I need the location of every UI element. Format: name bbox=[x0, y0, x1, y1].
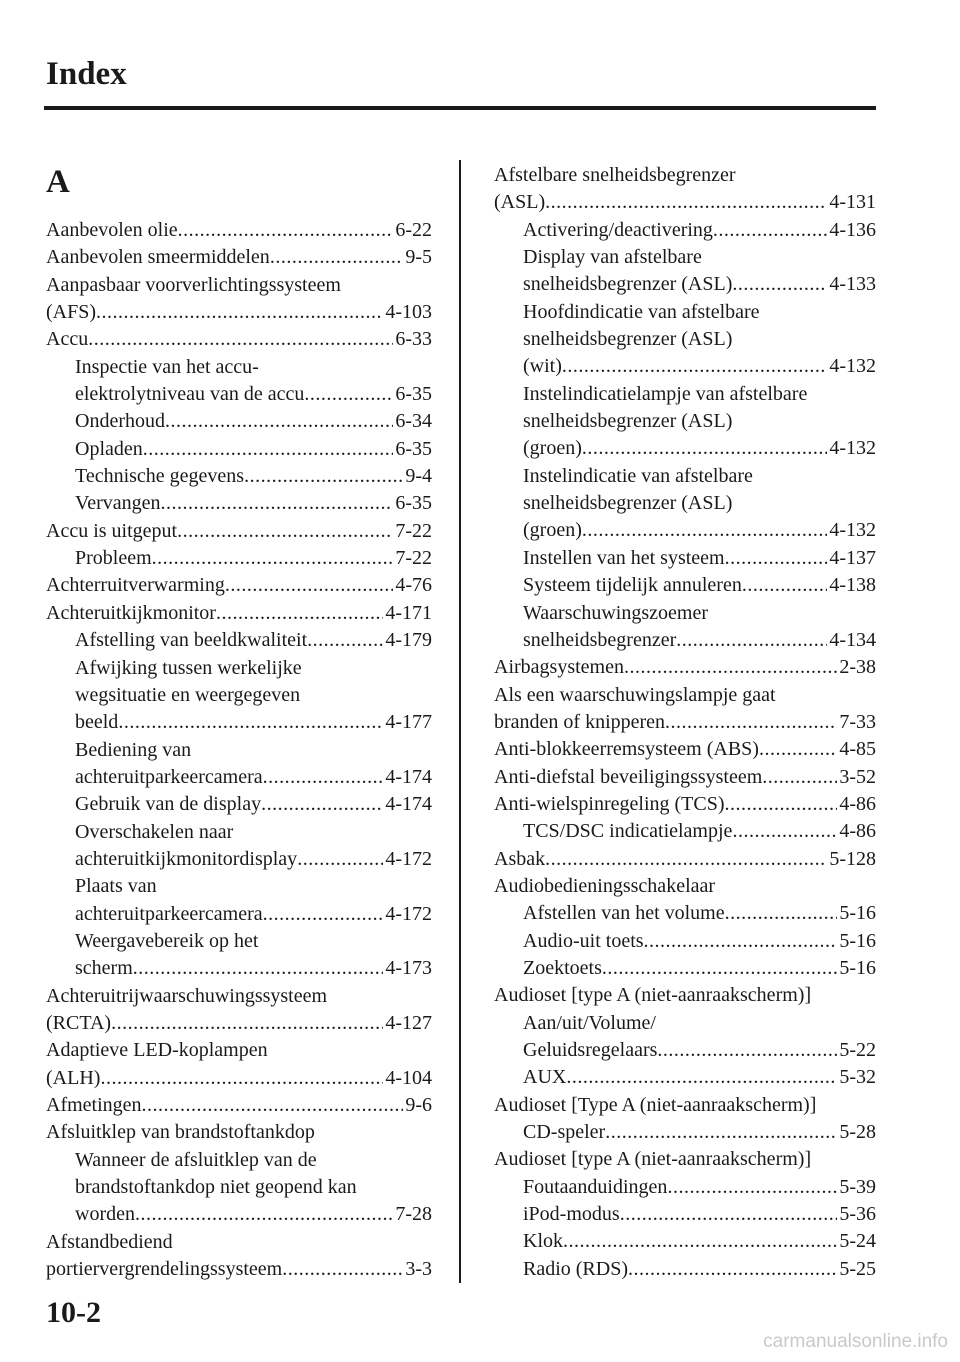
entry-text: Audioset [type A (niet-aanraakscherm)] bbox=[494, 984, 812, 1007]
page-reference: 9-5 bbox=[405, 246, 432, 269]
dot-leader bbox=[261, 791, 383, 818]
index-column-left bbox=[46, 217, 432, 1283]
dot-leader bbox=[602, 955, 837, 982]
index-subentry bbox=[494, 1037, 876, 1064]
page-reference: 4-171 bbox=[385, 601, 432, 624]
index-entry bbox=[494, 709, 876, 736]
dot-leader bbox=[142, 1092, 404, 1119]
index-entry bbox=[46, 1229, 432, 1256]
entry-text: Accu bbox=[46, 328, 89, 351]
index-subentry bbox=[494, 1174, 876, 1201]
entry-text: Gebruik van de display bbox=[75, 793, 262, 816]
page-reference: 4-138 bbox=[829, 574, 876, 597]
page-title: Index bbox=[46, 56, 127, 92]
page-reference: 6-35 bbox=[395, 437, 432, 460]
page-reference: 4-174 bbox=[385, 765, 432, 788]
dot-leader bbox=[96, 299, 383, 326]
index-entry bbox=[46, 1037, 432, 1064]
dot-leader bbox=[143, 436, 394, 463]
entry-text: Foutaanduidingen bbox=[523, 1175, 668, 1198]
dot-leader bbox=[545, 189, 827, 216]
index-entry bbox=[46, 1092, 432, 1119]
entry-text: Aan/uit/Volume/ bbox=[523, 1011, 656, 1034]
title-rule bbox=[44, 106, 876, 110]
index-entry bbox=[494, 846, 876, 873]
entry-text: Zoektoets bbox=[523, 956, 602, 979]
index-subentry bbox=[46, 955, 432, 982]
page-reference: 7-28 bbox=[395, 1203, 432, 1226]
entry-text: Aanbevolen smeermiddelen bbox=[46, 246, 270, 269]
page-reference: 4-172 bbox=[385, 847, 432, 870]
index-subentry bbox=[494, 435, 876, 462]
page-reference: 4-127 bbox=[385, 1011, 432, 1034]
index-subentry bbox=[494, 600, 876, 627]
entry-text: Anti-blokkeerremsysteem (ABS) bbox=[494, 738, 759, 761]
index-subentry bbox=[46, 655, 432, 682]
dot-leader bbox=[667, 1174, 837, 1201]
index-subentry bbox=[494, 408, 876, 435]
entry-text: Technische gegevens bbox=[75, 465, 245, 488]
index-subentry bbox=[494, 217, 876, 244]
entry-text: Anti-diefstal beveiligingssysteem bbox=[494, 765, 763, 788]
index-subentry bbox=[494, 1064, 876, 1091]
index-subentry bbox=[46, 928, 432, 955]
page-reference: 5-39 bbox=[839, 1175, 876, 1198]
index-subentry bbox=[46, 709, 432, 736]
entry-text: Afstelling van beeldkwaliteit bbox=[75, 629, 308, 652]
entry-text: branden of knipperen bbox=[494, 710, 666, 733]
index-subentry bbox=[494, 818, 876, 845]
dot-leader bbox=[225, 572, 394, 599]
entry-text: Instelindicatielampje van afstelbare bbox=[523, 382, 808, 405]
page-reference: 4-104 bbox=[385, 1066, 432, 1089]
index-subentry bbox=[46, 901, 432, 928]
dot-leader bbox=[620, 1201, 838, 1228]
entry-text: iPod-modus bbox=[523, 1203, 620, 1226]
index-entry bbox=[46, 1010, 432, 1037]
entry-text: (RCTA) bbox=[46, 1011, 112, 1034]
entry-text: achteruitparkeercamera bbox=[75, 765, 263, 788]
index-subentry bbox=[494, 1201, 876, 1228]
page-reference: 6-35 bbox=[395, 492, 432, 515]
entry-text: Asbak bbox=[494, 847, 546, 870]
dot-leader bbox=[165, 408, 393, 435]
index-entry bbox=[494, 736, 876, 763]
index-subentry bbox=[494, 463, 876, 490]
page-reference: 7-22 bbox=[395, 547, 432, 570]
dot-leader bbox=[545, 846, 827, 873]
page-reference: 4-76 bbox=[395, 574, 432, 597]
page-reference: 5-32 bbox=[839, 1066, 876, 1089]
dot-leader bbox=[713, 217, 827, 244]
dot-leader bbox=[100, 1065, 383, 1092]
page-reference: 3-52 bbox=[839, 765, 876, 788]
dot-leader bbox=[582, 435, 827, 462]
entry-text: (groen) bbox=[523, 519, 582, 542]
page-reference: 9-6 bbox=[405, 1094, 432, 1116]
index-entry bbox=[46, 217, 432, 244]
index-subentry bbox=[46, 1147, 432, 1174]
dot-leader bbox=[732, 271, 827, 298]
page-reference: 4-136 bbox=[829, 218, 876, 241]
index-subentry bbox=[494, 244, 876, 271]
index-entry bbox=[494, 1146, 876, 1173]
dot-leader bbox=[304, 381, 393, 408]
entry-text: portiervergrendelingssysteem bbox=[46, 1258, 283, 1281]
entry-text: Accu is uitgeput bbox=[46, 519, 178, 542]
page-reference: 4-132 bbox=[829, 519, 876, 542]
index-entry bbox=[46, 600, 432, 627]
entry-text: Audioset [type A (niet-aanraakscherm)] bbox=[494, 1148, 812, 1171]
column-divider bbox=[459, 160, 461, 1283]
page-reference: 4-137 bbox=[829, 546, 876, 569]
entry-text: Weergavebereik op het bbox=[75, 929, 259, 952]
index-entry bbox=[494, 791, 876, 818]
entry-text: Radio (RDS) bbox=[523, 1257, 628, 1280]
index-subentry bbox=[46, 846, 432, 873]
page-reference: 4-132 bbox=[829, 437, 876, 460]
index-entry bbox=[46, 1256, 432, 1283]
entry-text: Probleem bbox=[75, 547, 152, 570]
dot-leader bbox=[582, 517, 827, 544]
entry-text: beeld bbox=[75, 711, 119, 734]
index-entry bbox=[46, 299, 432, 326]
dot-leader bbox=[676, 627, 827, 654]
index-entry bbox=[494, 873, 876, 900]
section-letter: A bbox=[46, 164, 70, 200]
index-subentry bbox=[46, 873, 432, 900]
page-reference: 4-179 bbox=[385, 629, 432, 652]
page-reference: 5-25 bbox=[839, 1257, 876, 1280]
page-number: 10-2 bbox=[46, 1296, 101, 1329]
page-reference: 4-86 bbox=[839, 792, 876, 815]
page-reference: 5-16 bbox=[839, 902, 876, 925]
dot-leader bbox=[216, 600, 383, 627]
index-entry bbox=[46, 326, 432, 353]
index-entry bbox=[46, 983, 432, 1010]
index-entry bbox=[46, 244, 432, 271]
dot-leader bbox=[657, 1037, 837, 1064]
dot-leader bbox=[118, 709, 383, 736]
entry-text: Achteruitkijkmonitor bbox=[46, 601, 216, 624]
entry-text: Afstellen van het volume bbox=[523, 902, 725, 925]
entry-text: (ALH) bbox=[46, 1066, 101, 1089]
entry-text: scherm bbox=[75, 957, 133, 980]
index-subentry bbox=[46, 463, 432, 490]
index-subentry bbox=[494, 299, 876, 326]
entry-text: Wanneer de afsluitklep van de bbox=[75, 1148, 317, 1171]
entry-text: achteruitkijkmonitordisplay bbox=[75, 847, 298, 870]
entry-text: Inspectie van het accu- bbox=[75, 355, 259, 378]
index-subentry bbox=[494, 271, 876, 298]
index-subentry bbox=[494, 1228, 876, 1255]
index-subentry bbox=[46, 1201, 432, 1228]
index-entry bbox=[46, 1065, 432, 1092]
entry-text: Waarschuwingszoemer bbox=[523, 601, 708, 624]
entry-text: Klok bbox=[523, 1230, 563, 1253]
entry-text: Instellen van het systeem bbox=[523, 546, 725, 569]
page-reference: 7-33 bbox=[839, 710, 876, 733]
entry-text: Audioset [Type A (niet-aanraakscherm)] bbox=[494, 1093, 817, 1116]
page-reference: 4-172 bbox=[385, 902, 432, 925]
page-reference: 5-28 bbox=[839, 1121, 876, 1144]
entry-text: Overschakelen naar bbox=[75, 820, 234, 843]
dot-leader bbox=[762, 764, 837, 791]
dot-leader bbox=[759, 736, 837, 763]
entry-text: Vervangen bbox=[75, 492, 161, 515]
entry-text: Activering/deactivering bbox=[523, 218, 713, 241]
index-entry bbox=[494, 1092, 876, 1119]
index-subentry bbox=[494, 326, 876, 353]
index-subentry bbox=[46, 408, 432, 435]
dot-leader bbox=[161, 490, 394, 517]
index-subentry bbox=[494, 353, 876, 380]
index-subentry bbox=[46, 1174, 432, 1201]
entry-text: snelheidsbegrenzer (ASL) bbox=[523, 273, 733, 296]
page-reference: 4-173 bbox=[385, 957, 432, 980]
dot-leader bbox=[88, 326, 393, 353]
entry-text: elektrolytniveau van de accu bbox=[75, 383, 305, 406]
page-reference: 4-174 bbox=[385, 793, 432, 816]
dot-leader bbox=[111, 1010, 383, 1037]
index-subentry bbox=[494, 1119, 876, 1146]
page-reference: 2-38 bbox=[839, 656, 876, 679]
page-reference: 9-4 bbox=[405, 465, 432, 488]
entry-text: (groen) bbox=[523, 437, 582, 460]
index-entry bbox=[494, 162, 876, 189]
dot-leader bbox=[725, 545, 828, 572]
entry-text: Audio-uit toets bbox=[523, 929, 644, 952]
dot-leader bbox=[665, 709, 837, 736]
entry-text: Afsluitklep van brandstoftankdop bbox=[46, 1121, 315, 1144]
dot-leader bbox=[732, 818, 837, 845]
dot-leader bbox=[244, 463, 403, 490]
page-reference: 6-35 bbox=[395, 383, 432, 406]
index-subentry bbox=[494, 572, 876, 599]
entry-text: Geluidsregelaars bbox=[523, 1039, 658, 1061]
page-reference: 4-134 bbox=[829, 628, 876, 651]
entry-text: snelheidsbegrenzer (ASL) bbox=[523, 328, 733, 351]
entry-text: Aanbevolen olie bbox=[46, 219, 178, 241]
entry-text: Hoofdindicatie van afstelbare bbox=[523, 300, 760, 323]
index-entry bbox=[494, 682, 876, 709]
page-reference: 4-177 bbox=[385, 711, 432, 734]
index-subentry bbox=[494, 1256, 876, 1283]
entry-text: Afstandbediend bbox=[46, 1230, 173, 1253]
index-entry bbox=[46, 518, 432, 545]
entry-text: Bediening van bbox=[75, 738, 192, 761]
index-subentry bbox=[494, 490, 876, 517]
page-reference: 6-34 bbox=[395, 410, 432, 433]
entry-text: Achterruitverwarming bbox=[46, 574, 225, 597]
dot-leader bbox=[133, 955, 384, 982]
dot-leader bbox=[742, 572, 827, 599]
dot-leader bbox=[725, 900, 838, 927]
entry-text: Airbagsystemen bbox=[494, 656, 624, 679]
page-reference: 4-85 bbox=[839, 738, 876, 761]
index-entry bbox=[494, 764, 876, 791]
dot-leader bbox=[282, 1256, 403, 1283]
dot-leader bbox=[152, 545, 394, 572]
entry-text: Plaats van bbox=[75, 875, 157, 898]
index-subentry bbox=[46, 354, 432, 381]
index-subentry bbox=[46, 764, 432, 791]
entry-text: achteruitparkeercamera bbox=[75, 902, 263, 925]
dot-leader bbox=[725, 791, 838, 818]
dot-leader bbox=[135, 1201, 393, 1228]
entry-text: Onderhoud bbox=[75, 410, 165, 433]
dot-leader bbox=[178, 217, 394, 244]
dot-leader bbox=[624, 654, 837, 681]
entry-text: Instelindicatie van afstelbare bbox=[523, 464, 753, 487]
entry-text: Audiobedieningsschakelaar bbox=[494, 874, 716, 897]
page-reference: 6-33 bbox=[395, 328, 432, 351]
index-subentry bbox=[46, 381, 432, 408]
entry-text: snelheidsbegrenzer bbox=[523, 628, 677, 651]
dot-leader bbox=[297, 846, 383, 873]
entry-text: AUX bbox=[523, 1066, 567, 1089]
dot-leader bbox=[263, 764, 384, 791]
index-subentry bbox=[494, 381, 876, 408]
entry-text: Afmetingen bbox=[46, 1094, 142, 1116]
dot-leader bbox=[307, 627, 383, 654]
index-subentry bbox=[46, 791, 432, 818]
watermark: carmanualsonline.info bbox=[763, 1331, 948, 1352]
page-reference: 7-22 bbox=[395, 519, 432, 542]
page-reference: 4-103 bbox=[385, 301, 432, 324]
entry-text: Afwijking tussen werkelijke bbox=[75, 656, 302, 679]
page-reference: 5-16 bbox=[839, 956, 876, 979]
entry-text: (wit) bbox=[523, 355, 562, 378]
entry-text: Afstelbare snelheidsbegrenzer bbox=[494, 164, 736, 186]
index-entry bbox=[494, 654, 876, 681]
dot-leader bbox=[566, 1064, 837, 1091]
dot-leader bbox=[605, 1119, 837, 1146]
page-reference: 3-3 bbox=[405, 1258, 432, 1281]
page-reference: 4-133 bbox=[829, 273, 876, 296]
entry-text: Display van afstelbare bbox=[523, 246, 702, 269]
index-entry bbox=[46, 572, 432, 599]
entry-text: Adaptieve LED-koplampen bbox=[46, 1039, 268, 1062]
index-subentry bbox=[46, 819, 432, 846]
entry-text: worden bbox=[75, 1203, 135, 1226]
entry-text: Aanpasbaar voorverlichtingssysteem bbox=[46, 273, 341, 296]
entry-text: TCS/DSC indicatielampje bbox=[523, 820, 733, 843]
index-subentry bbox=[494, 928, 876, 955]
dot-leader bbox=[263, 901, 384, 928]
entry-text: wegsituatie en weergegeven bbox=[75, 683, 301, 706]
dot-leader bbox=[644, 928, 838, 955]
index-subentry bbox=[46, 545, 432, 572]
dot-leader bbox=[270, 244, 404, 271]
index-subentry bbox=[494, 900, 876, 927]
entry-text: Achteruitrijwaarschuwingssysteem bbox=[46, 984, 328, 1007]
index-subentry bbox=[46, 627, 432, 654]
page-reference: 5-16 bbox=[839, 929, 876, 952]
entry-text: (AFS) bbox=[46, 301, 97, 324]
index-subentry bbox=[494, 1010, 876, 1037]
index-subentry bbox=[46, 490, 432, 517]
entry-text: Systeem tijdelijk annuleren bbox=[523, 574, 742, 597]
dot-leader bbox=[628, 1256, 837, 1283]
entry-text: Opladen bbox=[75, 437, 143, 460]
page-reference: 5-24 bbox=[839, 1230, 876, 1253]
index-entry bbox=[46, 272, 432, 299]
page-reference: 4-131 bbox=[829, 191, 876, 214]
entry-text: Anti-wielspinregeling (TCS) bbox=[494, 792, 725, 815]
entry-text: brandstoftankdop niet geopend kan bbox=[75, 1176, 357, 1199]
page-reference: 6-22 bbox=[395, 219, 432, 241]
index-column-right bbox=[494, 162, 876, 1283]
entry-text: (ASL) bbox=[494, 191, 546, 214]
index-subentry bbox=[494, 517, 876, 544]
page-reference: 5-128 bbox=[829, 847, 876, 870]
entry-text: Als een waarschuwingslampje gaat bbox=[494, 683, 776, 706]
index-entry bbox=[494, 982, 876, 1009]
page-reference: 5-36 bbox=[839, 1203, 876, 1226]
entry-text: snelheidsbegrenzer (ASL) bbox=[523, 410, 733, 433]
index-subentry bbox=[494, 627, 876, 654]
dot-leader bbox=[177, 518, 393, 545]
index-entry bbox=[494, 189, 876, 216]
index-subentry bbox=[46, 682, 432, 709]
index-subentry bbox=[46, 737, 432, 764]
index-subentry bbox=[46, 436, 432, 463]
index-subentry bbox=[494, 955, 876, 982]
entry-text: CD-speler bbox=[523, 1121, 606, 1144]
index-entry bbox=[46, 1119, 432, 1146]
page-reference: 4-132 bbox=[829, 355, 876, 378]
dot-leader bbox=[563, 1228, 837, 1255]
index-subentry bbox=[494, 545, 876, 572]
page-reference: 5-22 bbox=[839, 1039, 876, 1061]
entry-text: snelheidsbegrenzer (ASL) bbox=[523, 492, 733, 515]
page-reference: 4-86 bbox=[839, 820, 876, 843]
dot-leader bbox=[562, 353, 827, 380]
